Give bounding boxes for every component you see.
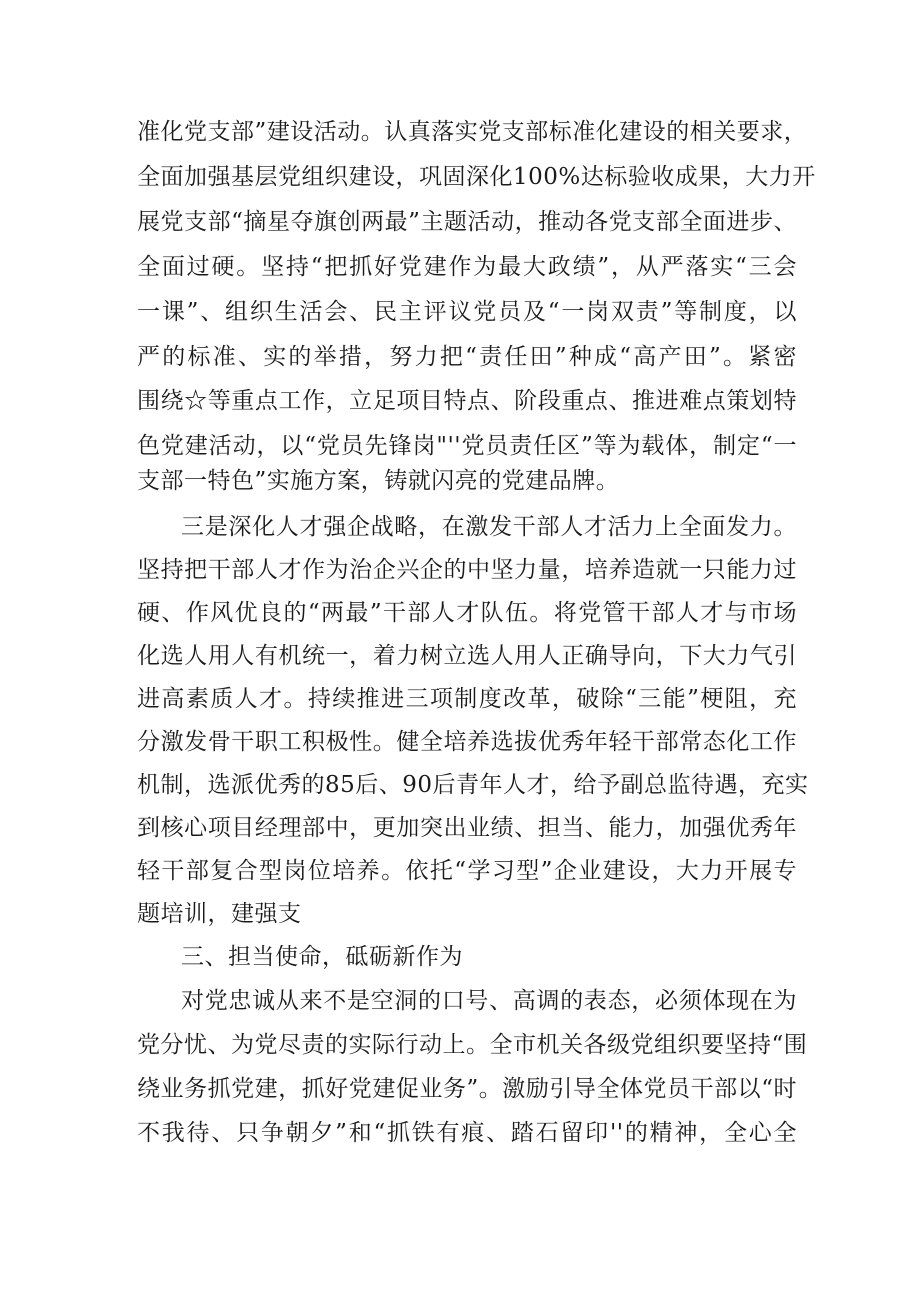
paragraph-2-line: 坚持把干部人才作为治企兴企的中坚力量，培养造就一只能力过: [137, 557, 797, 583]
paragraph-2-line: 轻干部复合型岗位培养。依托“学习型”企业建设，大力开展专: [137, 858, 797, 884]
paragraph-1-line: 严的标准、实的举措，努力把“责任田”种成“高产田”。紧密: [137, 344, 797, 370]
paragraph-2-line: 硬、作风优良的“两最”干部人才队伍。将党管干部人才与市场: [137, 600, 797, 626]
paragraph-1-line: 色党建活动，以“党员先锋岗"''党员责任区”等为载体，制定“一: [137, 433, 797, 459]
paragraph-1-line: 围绕☆等重点工作，立足项目特点、阶段重点、推进难点策划特: [137, 388, 797, 414]
paragraph-1-line: 一课”、组织生活会、民主评议党员及“一岗双责”等制度，以: [137, 299, 797, 325]
paragraph-2-line: 进高素质人才。持续推进三项制度改革，破除“三能”梗阻，充: [137, 686, 797, 712]
paragraph-1-line: 全面加强基层党组织建设，巩固深化100%达标验收成果，大力开: [137, 164, 816, 190]
paragraph-2-line: 化选人用人有机统一，着力树立选人用人正确导向，下大力气引: [137, 643, 797, 669]
paragraph-2-line: 三是深化人才强企战略，在激发干部人才活力上全面发力。: [181, 514, 797, 540]
paragraph-1-line: 准化党支部”建设活动。认真落实党支部标准化建设的相关要求，: [137, 119, 808, 145]
paragraph-1-line: 全面过硬。坚持“把抓好党建作为最大政绩”，从严落实“三会: [137, 254, 797, 280]
paragraph-3-line: 绕业务抓党建，抓好党建促业务”。激励引导全体党员干部以“时: [137, 1076, 797, 1102]
paragraph-2-line: 题培训，建强支: [137, 901, 302, 927]
paragraph-3-line: 对党忠诚从来不是空洞的口号、高调的表态，必须体现在为: [181, 988, 797, 1014]
paragraph-2-line: 机制，选派优秀的85后、90后青年人才，给予副总监待遇，充实: [137, 772, 809, 798]
paragraph-2-line: 分激发骨干职工积极性。健全培养选拔优秀年轻干部常态化工作: [137, 729, 797, 755]
section-heading: 三、担当使命，砥砺新作为: [181, 944, 463, 970]
paragraph-1-line: 展党支部“摘星夺旗创两最”主题活动，推动各党支部全面进步、: [137, 209, 797, 235]
paragraph-1-line: 支部一特色”实施方案，铸就闪亮的党建品牌。: [137, 468, 620, 494]
paragraph-3-line: 不我待、只争朝夕”和“抓铁有痕、踏石留印''的精神，全心全: [137, 1120, 797, 1146]
paragraph-2-line: 到核心项目经理部中，更加突出业绩、担当、能力，加强优秀年: [137, 815, 797, 841]
paragraph-3-line: 党分忧、为党尽责的实际行动上。全市机关各级党组织要坚持“围: [137, 1032, 808, 1058]
